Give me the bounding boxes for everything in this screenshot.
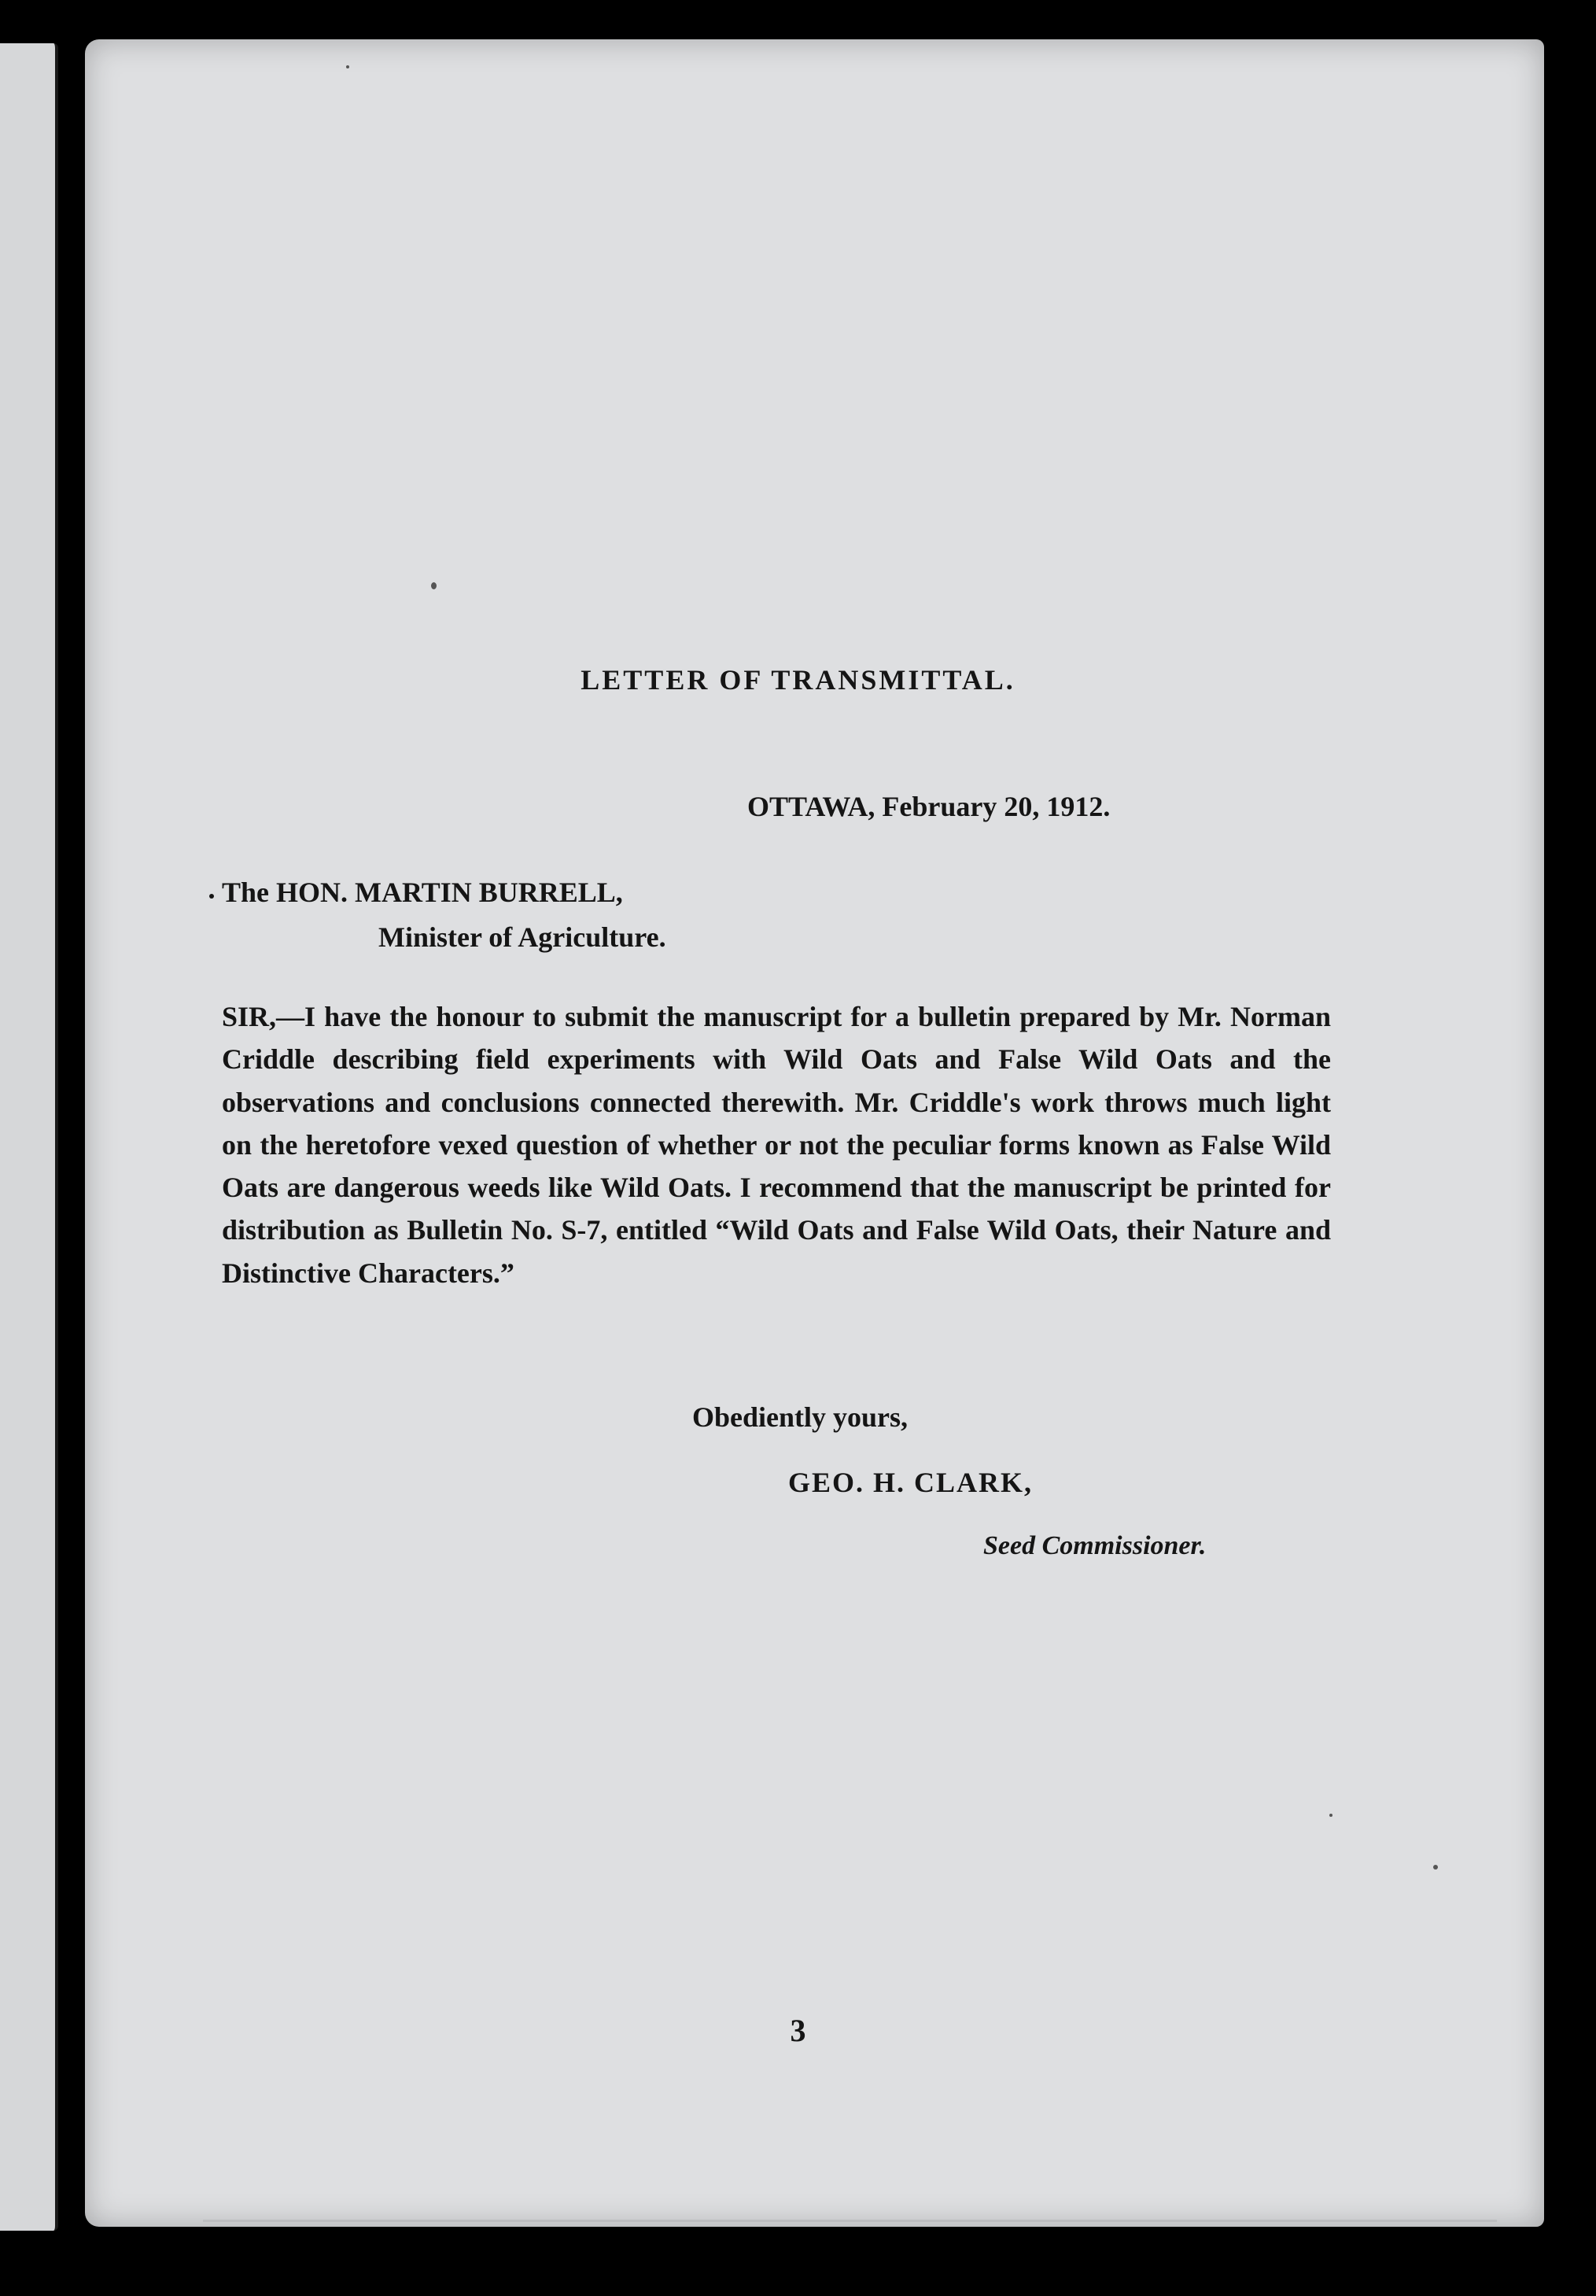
page-number: 3	[790, 2013, 806, 2048]
letter-body: SIR,—I have the honour to submit the manuscript for a bulletin prepared by Mr. Norman Criddle describing field experiments with Wild Oats and False Wild Oats and the observations and conclusions connected therewith. Mr. Criddle's work throws much light on the heretofore vexed question of whether or not the peculiar forms known as False Wild Oats are dangerous weeds like Wild Oats. I recommend that the manuscript be printed for distribution as Bulletin No. S-7, entitled “Wild Oats and False Wild Oats, their Nature and Distinctive Characters.”	[222, 1001, 1331, 1289]
facing-page-edge	[0, 43, 58, 2231]
addressee-title: Minister of Agriculture.	[378, 921, 666, 953]
letter-dateline: OTTAWA, February 20, 1912.	[747, 791, 1111, 822]
signatory-name: GEO. H. CLARK,	[788, 1467, 1034, 1498]
letter-closing: Obediently yours,	[692, 1401, 909, 1433]
addressee-name: The HON. MARTIN BURRELL,	[222, 877, 623, 908]
signatory-title: Seed Commissioner.	[983, 1531, 1207, 1560]
margin-mark	[209, 894, 214, 899]
dust-speck	[431, 582, 437, 589]
page-bottom-edge	[203, 2220, 1497, 2222]
letter-heading: LETTER OF TRANSMITTAL.	[581, 664, 1015, 696]
dust-speck	[1433, 1865, 1438, 1870]
dust-speck	[1329, 1814, 1332, 1817]
dust-speck	[346, 65, 349, 68]
